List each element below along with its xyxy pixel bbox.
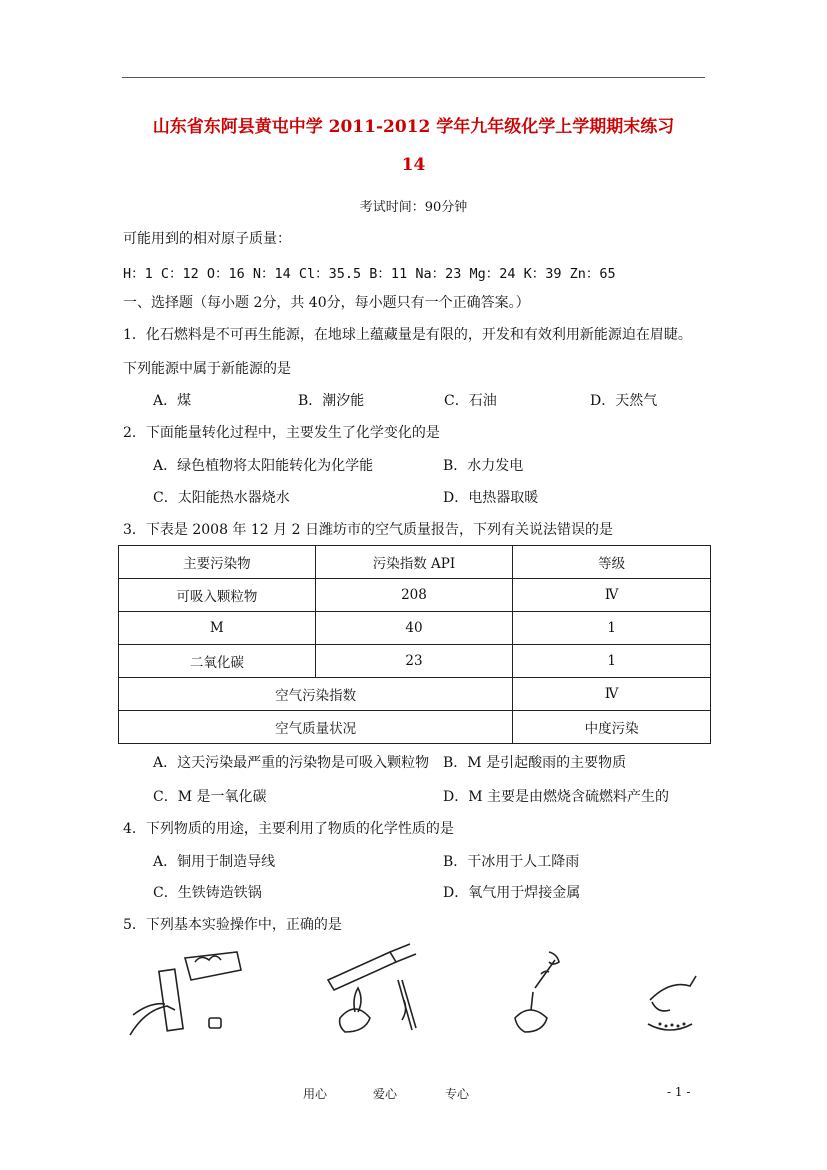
table-header-cell: 主要污染物 bbox=[119, 546, 316, 579]
question-1-stem-cont: 下列能源中属于新能源的是 bbox=[123, 361, 291, 377]
question-4-option-b: B．干冰用于人工降雨 bbox=[443, 854, 580, 870]
atomic-mass-values: H：1 C：12 O：16 N：14 Cl：35.5 B：11 Na：23 Mg：24 K：39 Zn：65 bbox=[123, 266, 616, 282]
document-title-line1: 山东省东阿县黄屯中学 2011-2012 学年九年级化学上学期期末练习 bbox=[152, 117, 675, 137]
question-3-option-b: B．M 是引起酸雨的主要物质 bbox=[443, 755, 627, 771]
table-row bbox=[119, 579, 711, 612]
table-cell: 23 bbox=[315, 645, 513, 678]
table-cell: 空气质量状况 bbox=[119, 711, 513, 744]
table-cell: Ⅳ bbox=[513, 579, 711, 612]
heating-test-tube-figure bbox=[320, 940, 430, 1040]
table-cell: Ⅳ bbox=[513, 678, 711, 711]
solid-in-dish-figure bbox=[640, 940, 700, 1040]
question-1-stem: 1．化石燃料是不可再生能源，在地球上蕴藏量是有限的，开发和有效利用新能源迫在眉睫。 bbox=[123, 327, 692, 343]
question-2-stem: 2．下面能量转化过程中，主要发生了化学变化的是 bbox=[123, 425, 440, 441]
question-3-option-d: D．M 主要是由燃烧含硫燃料产生的 bbox=[443, 789, 670, 805]
table-cell: 40 bbox=[315, 612, 513, 645]
question-4-option-c: C．生铁铸造铁锅 bbox=[153, 885, 262, 901]
question-2-option-d: D．电热器取暖 bbox=[443, 490, 539, 506]
table-cell: 可吸入颗粒物 bbox=[119, 579, 316, 612]
table-cell: 1 bbox=[513, 612, 711, 645]
question-1-option-d: D．天然气 bbox=[590, 393, 658, 409]
table-row bbox=[119, 612, 711, 645]
lighting-lamp-figure bbox=[505, 940, 575, 1040]
table-cell: M bbox=[119, 612, 316, 645]
table-cell: 空气污染指数 bbox=[119, 678, 513, 711]
table-cell: 中度污染 bbox=[513, 711, 711, 744]
footer-motto-3: 专心 bbox=[445, 1087, 470, 1101]
table-summary-row bbox=[119, 711, 711, 744]
question-4-stem: 4．下列物质的用途，主要利用了物质的化学性质的是 bbox=[123, 821, 454, 837]
question-2-option-b: B．水力发电 bbox=[443, 458, 524, 474]
table-cell: 二氧化碳 bbox=[119, 645, 316, 678]
question-1-option-c: C．石油 bbox=[444, 393, 497, 409]
table-cell: 208 bbox=[315, 579, 513, 612]
air-quality-table bbox=[118, 545, 711, 744]
table-row bbox=[119, 645, 711, 678]
table-header-cell: 污染指数 API bbox=[315, 546, 513, 579]
document-title-line2: 14 bbox=[401, 155, 426, 175]
question-3-option-c: C．M 是一氧化碳 bbox=[153, 789, 267, 805]
question-1-option-b: B．潮汐能 bbox=[298, 393, 365, 409]
table-summary-row bbox=[119, 678, 711, 711]
section-heading: 一、选择题（每小题 2分，共 40分，每小题只有一个正确答案。） bbox=[123, 295, 530, 311]
footer-motto-1: 用心 bbox=[303, 1087, 328, 1101]
question-4-option-a: A．铜用于制造导线 bbox=[153, 854, 276, 870]
header-rule bbox=[122, 77, 705, 78]
page-number: - 1 - bbox=[667, 1085, 691, 1099]
table-header-row bbox=[119, 546, 711, 579]
atomic-mass-label: 可能用到的相对原子质量： bbox=[123, 231, 291, 247]
exam-time: 考试时间：90分钟 bbox=[359, 200, 468, 215]
question-1-option-a: A．煤 bbox=[153, 393, 192, 409]
question-3-stem: 3．下表是 2008 年 12 月 2 日潍坊市的空气质量报告，下列有关说法错误的是 bbox=[123, 522, 613, 538]
question-2-option-c: C．太阳能热水器烧水 bbox=[153, 490, 290, 506]
table-header-cell: 等级 bbox=[513, 546, 711, 579]
footer-motto-2: 爱心 bbox=[373, 1087, 398, 1101]
question-5-stem: 5．下列基本实验操作中，正确的是 bbox=[123, 917, 342, 933]
question-2-option-a: A．绿色植物将太阳能转化为化学能 bbox=[153, 458, 374, 474]
question-4-option-d: D．氧气用于焊接金属 bbox=[443, 885, 581, 901]
question-3-option-a: A．这天污染最严重的污染物是可吸入颗粒物 bbox=[153, 755, 430, 771]
pouring-liquid-figure bbox=[125, 940, 255, 1040]
table-cell: 1 bbox=[513, 645, 711, 678]
